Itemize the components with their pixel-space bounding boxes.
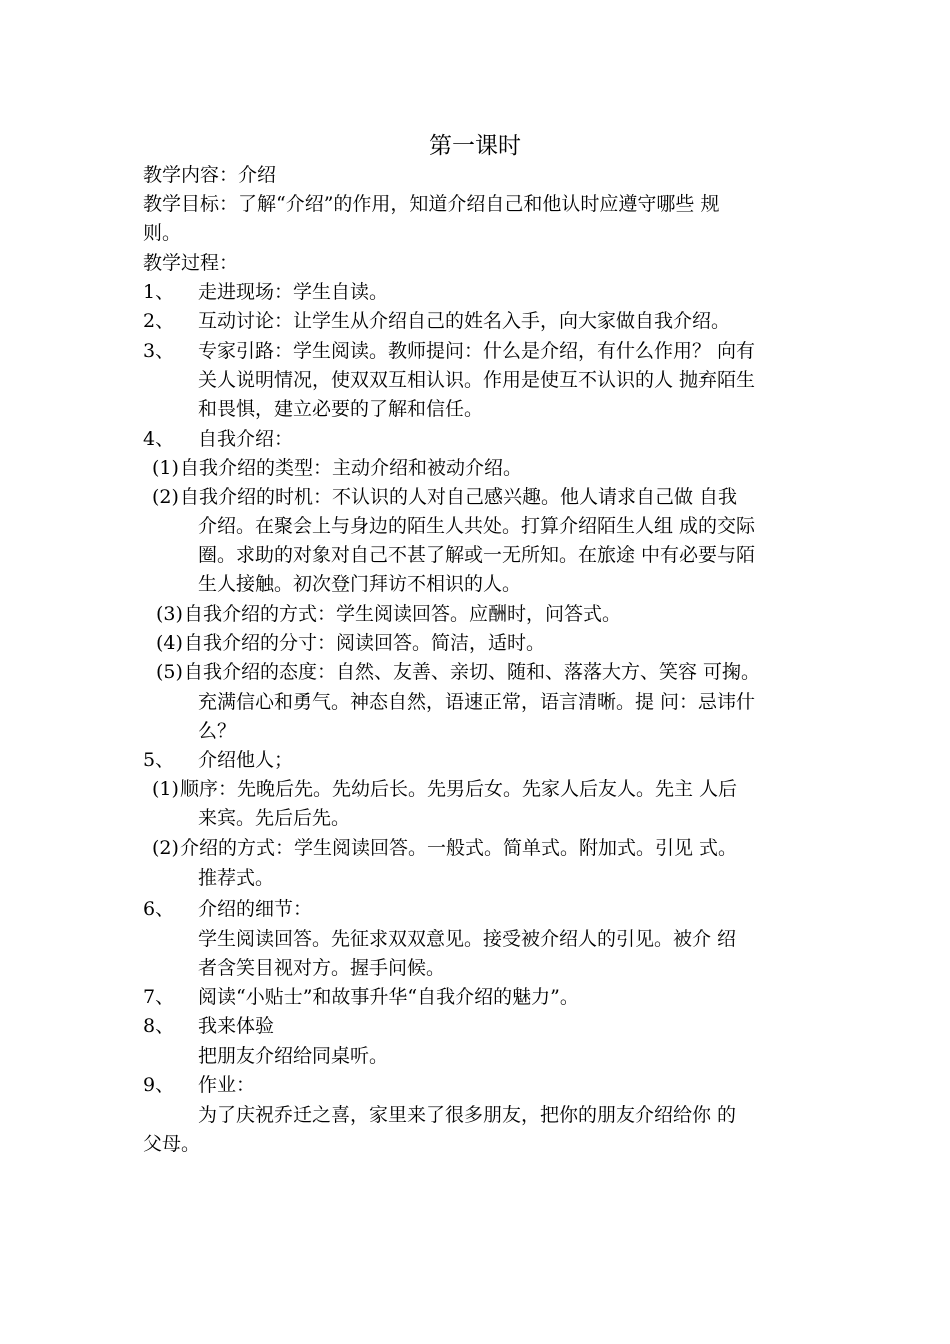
sub-text: 自我介绍的态度：自然、友善、亲切、随和、落落大方、笑容 可掬。 bbox=[184, 661, 761, 683]
sub-number: (3) bbox=[156, 603, 183, 625]
step-text: 介绍他人； bbox=[198, 749, 294, 771]
sub-text: 顺序：先晚后先。先幼后长。先男后女。先家人后友人。先主 人后 bbox=[180, 778, 738, 800]
step-number: 1、 bbox=[143, 281, 175, 303]
sub-text: 来宾。先后后先。 bbox=[198, 807, 351, 829]
step-number: 7、 bbox=[143, 986, 175, 1008]
sub-text: 推荐式。 bbox=[198, 867, 275, 889]
sub-number: (5) bbox=[156, 661, 183, 683]
goal-line: 教学目标：了解“介绍”的作用，知道介绍自己和他认时应遵守哪些 规 bbox=[143, 193, 720, 215]
step-number: 4、 bbox=[143, 428, 175, 450]
step-text: 者含笑目视对方。握手问候。 bbox=[198, 957, 446, 979]
homework-text: 父母。 bbox=[143, 1133, 201, 1155]
sub-text: 自我介绍的分寸：阅读回答。简洁，适时。 bbox=[184, 632, 546, 654]
step-text: 介绍的细节： bbox=[198, 898, 313, 920]
sub-text: 圈。求助的对象对自己不甚了解或一无所知。在旅途 中有必要与陌 bbox=[198, 544, 756, 566]
sub-number: (2) bbox=[152, 837, 179, 859]
step-number: 6、 bbox=[143, 898, 175, 920]
sub-number: (2) bbox=[152, 486, 179, 508]
sub-number: (4) bbox=[156, 632, 183, 654]
sub-number: (1) bbox=[152, 778, 179, 800]
step-number: 9、 bbox=[143, 1074, 175, 1096]
sub-text: 自我介绍的类型：主动介绍和被动介绍。 bbox=[180, 457, 523, 479]
step-text: 作业： bbox=[198, 1074, 256, 1096]
step-text: 把朋友介绍给同桌听。 bbox=[198, 1045, 389, 1067]
content-line: 教学内容：介绍 bbox=[143, 164, 277, 186]
step-number: 3、 bbox=[143, 340, 175, 362]
sub-text: 介绍的方式：学生阅读回答。一般式。简单式。附加式。引见 式。 bbox=[180, 837, 738, 859]
step-text: 自我介绍： bbox=[198, 428, 294, 450]
step-text: 专家引路：学生阅读。教师提问：什么是介绍，有什么作用？ 向有 bbox=[198, 340, 756, 362]
page-title: 第一课时 bbox=[429, 133, 521, 159]
step-text: 走进现场：学生自读。 bbox=[198, 281, 389, 303]
sub-text: 介绍。在聚会上与身边的陌生人共处。打算介绍陌生人组 成的交际 bbox=[198, 515, 756, 537]
step-text: 互动讨论：让学生从介绍自己的姓名入手，向大家做自我介绍。 bbox=[198, 310, 731, 332]
sub-text: 充满信心和勇气。神态自然，语速正常，语言清晰。提 问：忌讳什 bbox=[198, 691, 756, 713]
sub-number: (1) bbox=[152, 457, 179, 479]
sub-text: 自我介绍的时机：不认识的人对自己感兴趣。他人请求自己做 自我 bbox=[180, 486, 738, 508]
step-number: 8、 bbox=[143, 1015, 175, 1037]
goal-line: 则。 bbox=[143, 222, 182, 244]
step-text: 关人说明情况，使双双互相认识。作用是使互不认识的人 抛弃陌生 bbox=[198, 369, 756, 391]
step-text: 我来体验 bbox=[198, 1015, 275, 1037]
step-text: 和畏惧，建立必要的了解和信任。 bbox=[198, 398, 484, 420]
step-text: 学生阅读回答。先征求双双意见。接受被介绍人的引见。被介 绍 bbox=[198, 928, 737, 950]
sub-text: 生人接触。初次登门拜访不相识的人。 bbox=[198, 573, 522, 595]
process-label: 教学过程： bbox=[143, 252, 239, 274]
sub-text: 么？ bbox=[198, 720, 237, 742]
homework-text: 为了庆祝乔迁之喜，家里来了很多朋友，把你的朋友介绍给你 的 bbox=[198, 1104, 737, 1126]
step-text: 阅读“小贴士”和故事升华“自我介绍的魅力”。 bbox=[198, 986, 579, 1008]
step-number: 5、 bbox=[143, 749, 175, 771]
step-number: 2、 bbox=[143, 310, 175, 332]
sub-text: 自我介绍的方式：学生阅读回答。应酬时，问答式。 bbox=[184, 603, 622, 625]
